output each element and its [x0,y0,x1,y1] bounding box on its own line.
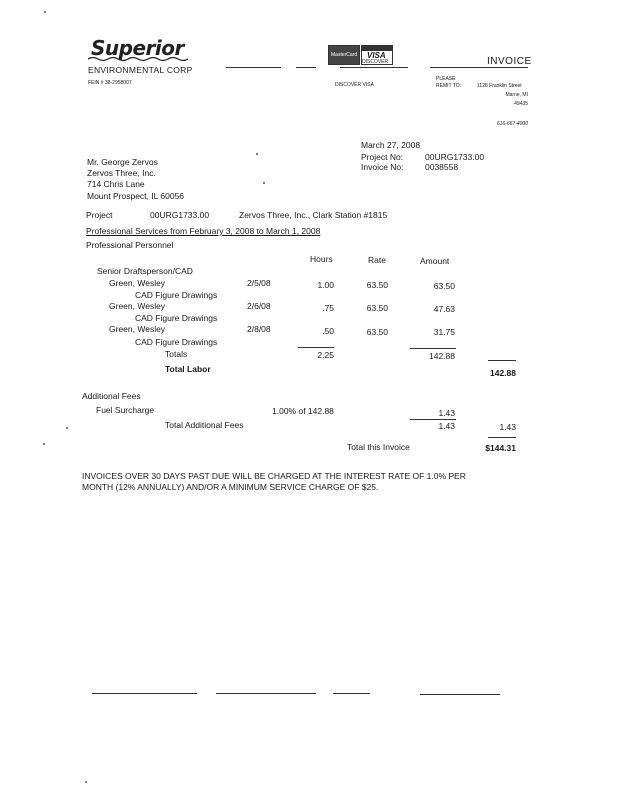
total-additional-fees-right: 1.43 [499,422,516,432]
header-rule [430,67,528,68]
project-no-value: 00URG1733.00 [425,152,485,162]
header-rule [226,67,281,68]
service-period: Professional Services from February 3, 2008 to March 1, 2008 [86,226,321,236]
mastercard-logo: MasterCard [328,45,360,65]
footer-rule [333,693,370,694]
recipient-name: Mr. George Zervos [87,157,158,167]
totals-hours: 2.25 [317,350,334,360]
invoice-no-label: Invoice No: [361,162,404,172]
logo-wordmark: Superior [91,36,184,60]
visa-logo: VISA [361,45,393,65]
scan-speck [43,443,45,445]
entry-amount: 63.50 [433,281,455,291]
scan-speck [263,182,265,184]
entry-rate: 63.50 [366,327,388,337]
totals-amount: 142.88 [429,351,455,361]
tax-id: FEIN # 38-2958007 [88,80,132,86]
invoice-total-amount: $144.31 [485,443,516,453]
card-label: DISCOVER VISA [335,82,374,88]
totals-rule [410,348,456,349]
project-description: Zervos Three, Inc., Clark Station #1815 [239,210,388,220]
recipient-city: Mount Prospect, IL 60056 [87,191,185,201]
scan-speck [85,781,87,783]
totals-label: Totals [165,349,188,359]
scan-speck [66,427,68,429]
remit-address-zip: 49435 [514,101,528,107]
document-title: INVOICE [487,56,532,67]
fees-rule [410,419,456,420]
remit-address-city: Marne, MI [505,92,528,98]
footer-rule [216,693,316,694]
total-labor-amount: 142.88 [490,368,516,378]
role-title: Senior Draftsperson/CAD [97,266,193,276]
header-rule [296,67,316,68]
notice-line: INVOICES OVER 30 DAYS PAST DUE WILL BE CHARGED AT THE INTEREST RATE OF 1.0% PER [82,471,466,481]
invoice-date: March 27, 2008 [361,140,421,150]
totals-rule [298,347,334,348]
recipient-street: 714 Chris Lane [87,179,145,189]
entry-task: CAD Figure Drawings [135,337,218,347]
scan-speck [44,11,46,13]
project-label: Project [86,210,113,220]
column-hours: Hours [310,254,333,264]
scan-speck [256,153,258,155]
header-rule [340,67,408,68]
column-amount: Amount [420,256,450,266]
entry-amount: 31.75 [433,327,455,337]
discover-logo: DISCOVER [362,59,389,65]
footer-rule [92,693,197,694]
project-no-label: Project No: [361,152,404,162]
entry-amount: 47.63 [433,304,455,314]
total-labor-rule [488,360,516,361]
section-additional-fees: Additional Fees [82,391,141,401]
entry-hours: .75 [322,303,334,313]
notice-line: MONTH (12% ANNUALLY) AND/OR A MINIMUM SERVICE CHARGE OF $25. [82,482,379,492]
entry-task: CAD Figure Drawings [135,290,218,300]
fee-calculation: 1.00% of 142.88 [272,406,334,416]
column-rate: Rate [368,255,386,265]
recipient-company: Zervos Three, Inc. [87,168,156,178]
remit-label: REMIT TO: [436,83,462,89]
entry-employee: Green, Wesley [109,324,166,334]
entry-task: CAD Figure Drawings [135,313,218,323]
remit-address-street: 1128 Franklin Street [477,83,522,89]
total-additional-fees-label: Total Additional Fees [165,420,244,430]
entry-employee: Green, Wesley [109,278,166,288]
fee-item-name: Fuel Surcharge [96,405,155,415]
invoice-no-value: 0038558 [425,162,459,172]
logo-subname: ENVIRONMENTAL CORP [88,65,193,75]
fee-amount: 1.43 [438,408,455,418]
project-number: 00URG1733.00 [150,210,210,220]
invoice-total-rule [488,437,516,438]
logo-wave-icon [88,56,188,62]
entry-employee: Green, Wesley [109,301,166,311]
section-professional-personnel: Professional Personnel [86,240,174,250]
phone-number: 616-667-4000 [496,121,528,127]
remit-label: PLEASE [436,76,456,82]
invoice-total-label: Total this Invoice [347,442,410,452]
total-additional-fees-amount: 1.43 [438,421,455,431]
total-labor-label: Total Labor [165,364,211,374]
entry-date: 2/6/08 [247,301,271,311]
entry-date: 2/5/08 [247,278,271,288]
entry-hours: .50 [322,326,334,336]
entry-hours: 1.00 [317,280,334,290]
footer-rule [420,694,500,695]
entry-date: 2/8/08 [247,324,271,334]
entry-rate: 63.50 [366,303,388,313]
entry-rate: 63.50 [366,280,388,290]
